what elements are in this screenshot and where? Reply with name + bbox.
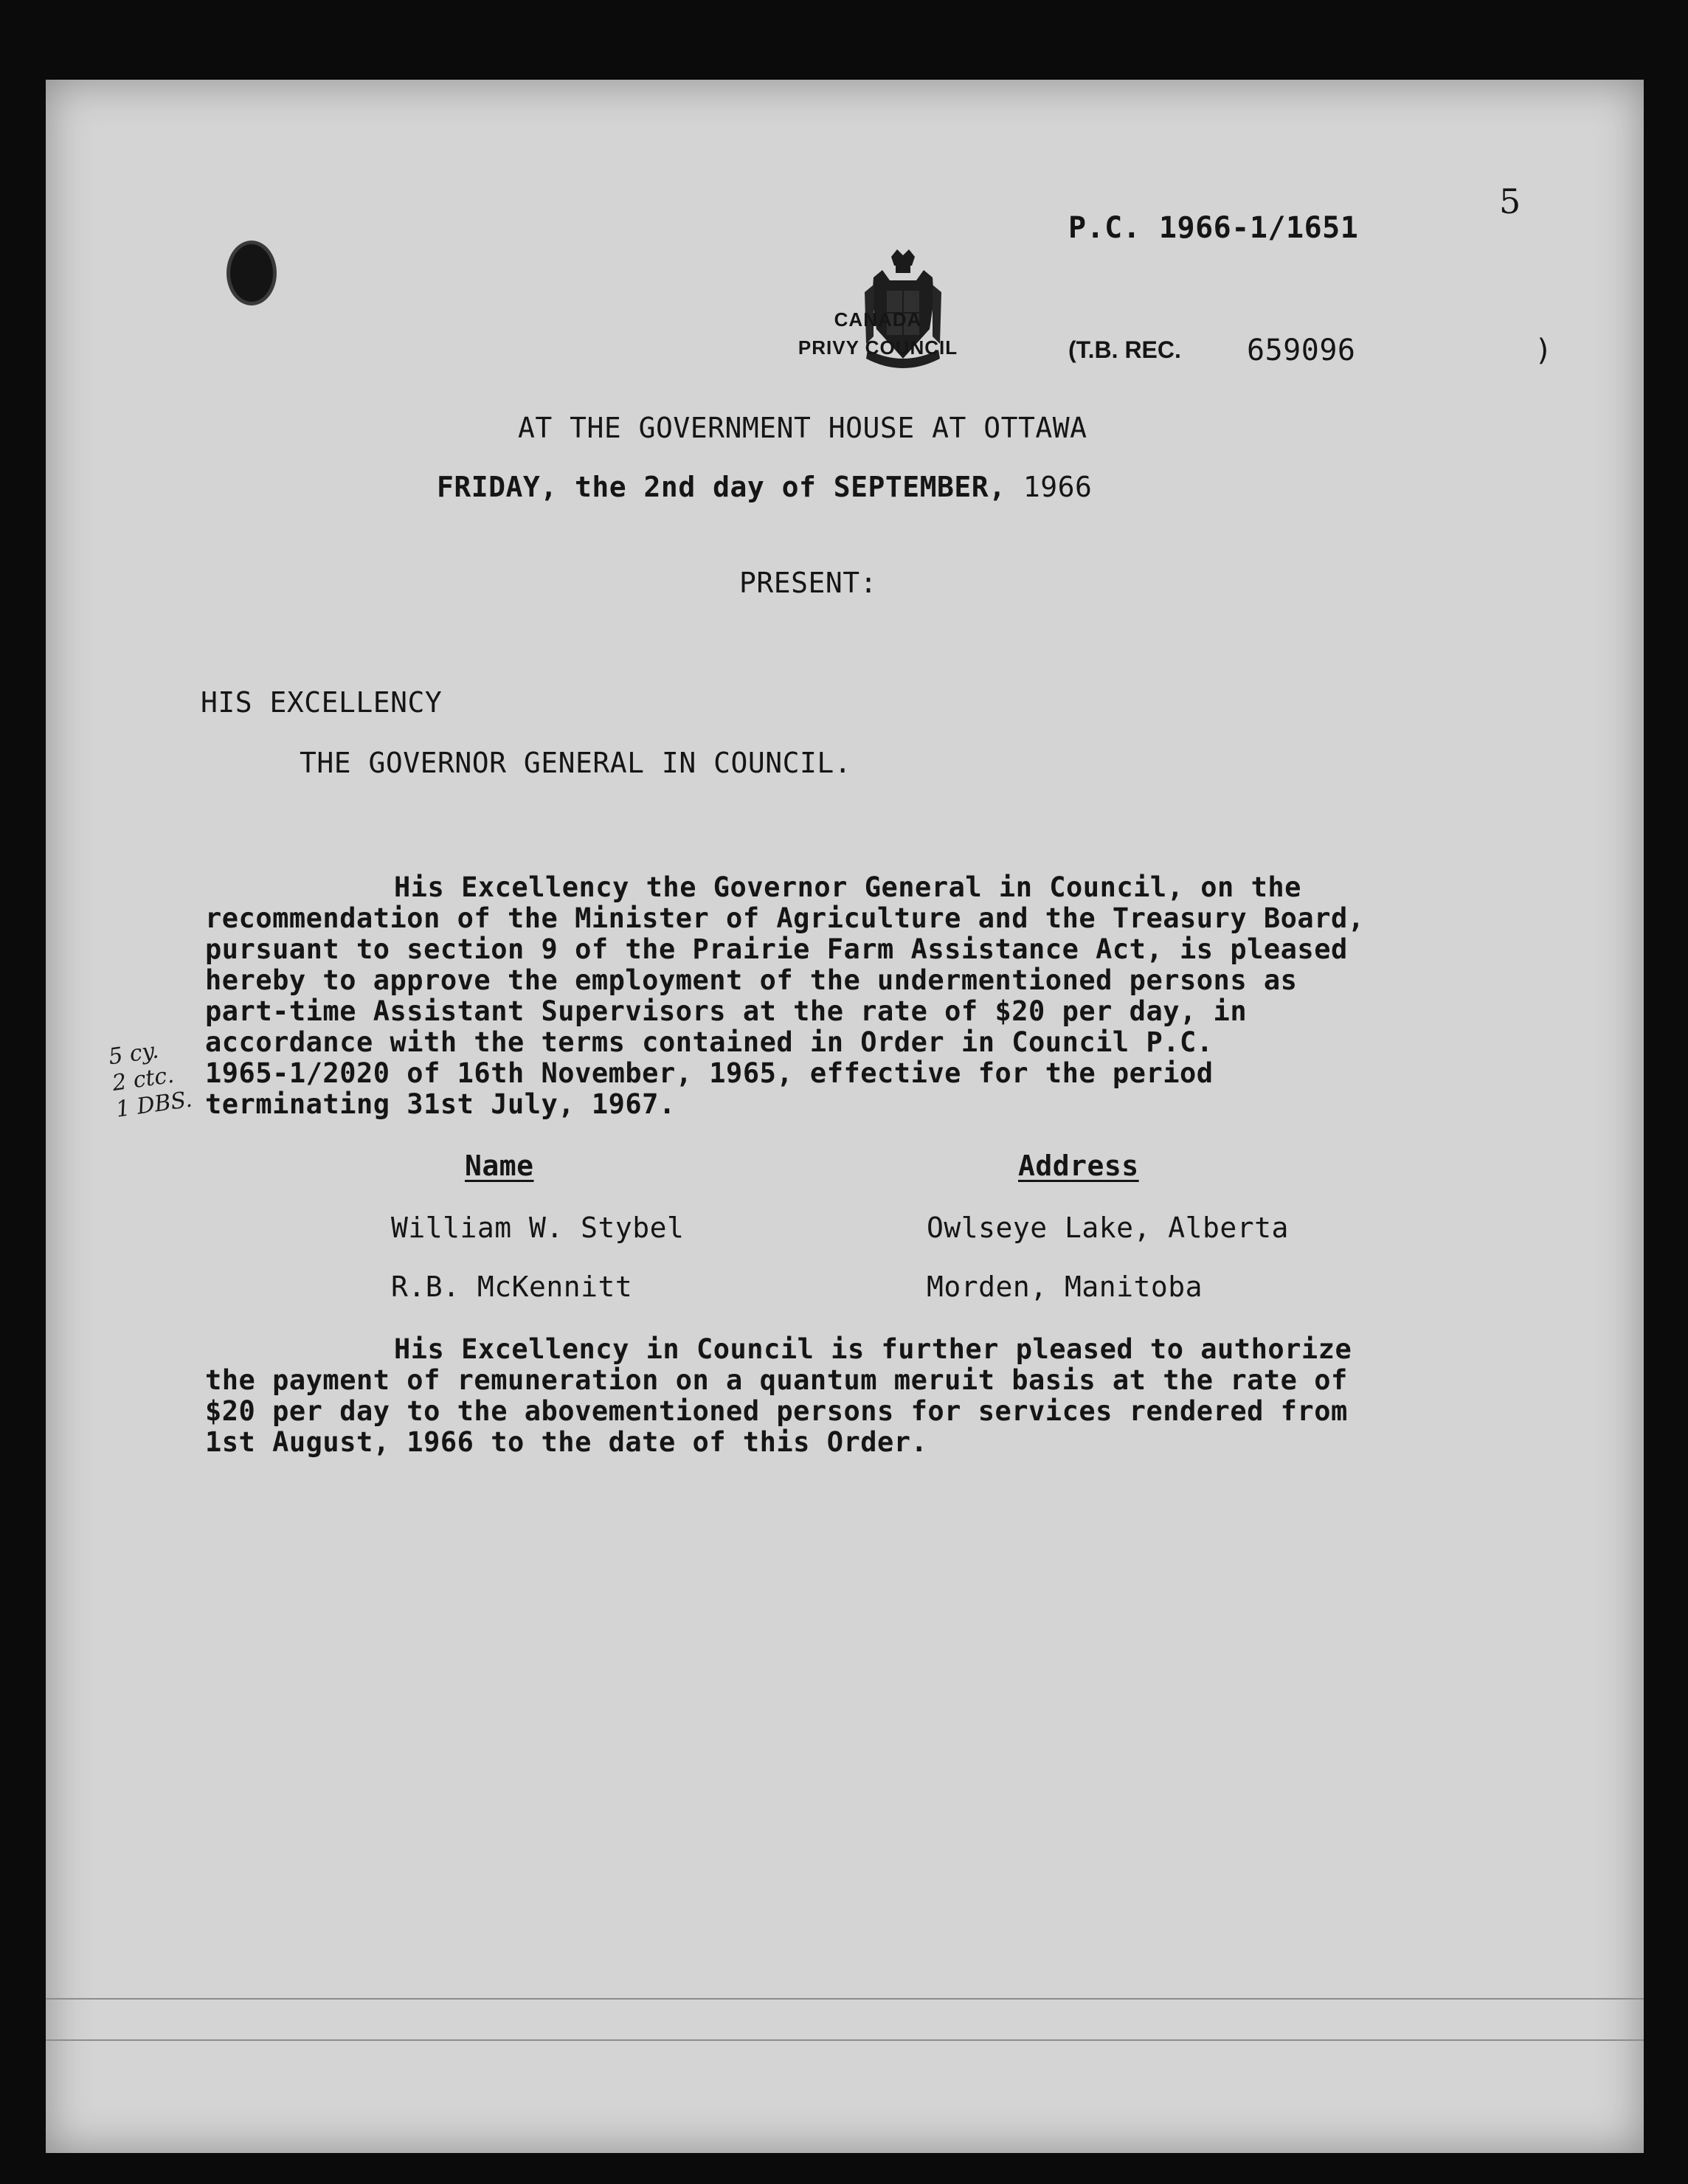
place-line: AT THE GOVERNMENT HOUSE AT OTTAWA: [518, 412, 1087, 444]
margin-note-line: 2 ctc.: [110, 1062, 176, 1097]
paragraph-1-line: pursuant to section 9 of the Prairie Farm Assistance Act, is pleased: [205, 933, 1348, 965]
divider: [46, 1998, 1644, 2000]
table-row-address: Morden, Manitoba: [927, 1271, 1203, 1303]
paragraph-1-line: accordance with the terms contained in Order in Council P.C.: [205, 1026, 1214, 1058]
paragraph-1-line: part-time Assistant Supervisors at the rate of $20 per day, in: [205, 995, 1248, 1027]
table-row-name: R.B. McKennitt: [391, 1271, 633, 1303]
paragraph-2-line: the payment of remuneration on a quantum meruit basis at the rate of: [205, 1364, 1348, 1396]
table-row-address: Owlseye Lake, Alberta: [927, 1212, 1289, 1244]
crest-label-body: PRIVY COUNCIL: [798, 336, 958, 359]
margin-note-line: 1 DBS.: [114, 1086, 194, 1123]
margin-note-line: 5 cy.: [106, 1037, 161, 1071]
table-header-address: Address: [1018, 1150, 1139, 1182]
paragraph-2: [205, 1334, 1352, 1458]
document-page: [46, 80, 1644, 2153]
crest-label-country: CANADA: [834, 308, 922, 331]
table-row-name: William W. Stybel: [391, 1212, 685, 1244]
tb-close: ): [1535, 334, 1553, 367]
paragraph-1: [205, 872, 1365, 1120]
date-year: 1966: [1023, 471, 1093, 503]
margin-note: [107, 1034, 194, 1123]
paragraph-2-line: 1st August, 1966 to the date of this Order.: [205, 1426, 928, 1458]
present-heading: PRESENT:: [739, 567, 878, 599]
addressee-line-2: THE GOVERNOR GENERAL IN COUNCIL.: [300, 747, 852, 779]
paragraph-2-line: $20 per day to the abovementioned persons for services rendered from: [205, 1395, 1348, 1427]
paragraph-1-line: His Excellency the Governor General in Council, on the: [394, 871, 1301, 903]
tb-number: 659096: [1247, 334, 1356, 367]
paragraph-1-line: terminating 31st July, 1967.: [205, 1088, 676, 1120]
pc-number: P.C. 1966-1/1651: [1068, 211, 1359, 245]
paragraph-1-line: hereby to approve the employment of the undermentioned persons as: [205, 964, 1298, 996]
paragraph-1-line: recommendation of the Minister of Agriculture and the Treasury Board,: [205, 902, 1365, 934]
page-number: 5: [1499, 182, 1521, 221]
paragraph-1-line: 1965-1/2020 of 16th November, 1965, effective for the period: [205, 1057, 1214, 1089]
date-middle: the 2nd day of: [575, 471, 817, 503]
punch-hole: [226, 241, 277, 305]
date-line: [437, 471, 1092, 503]
tb-label: (T.B. REC.: [1068, 336, 1181, 363]
table-header-name: Name: [465, 1150, 534, 1182]
addressee-line-1: HIS EXCELLENCY: [201, 686, 443, 719]
divider: [46, 2039, 1644, 2041]
date-month: SEPTEMBER,: [833, 471, 1006, 503]
date-weekday: FRIDAY,: [437, 471, 558, 503]
paragraph-2-line: His Excellency in Council is further pleased to authorize: [394, 1333, 1352, 1365]
